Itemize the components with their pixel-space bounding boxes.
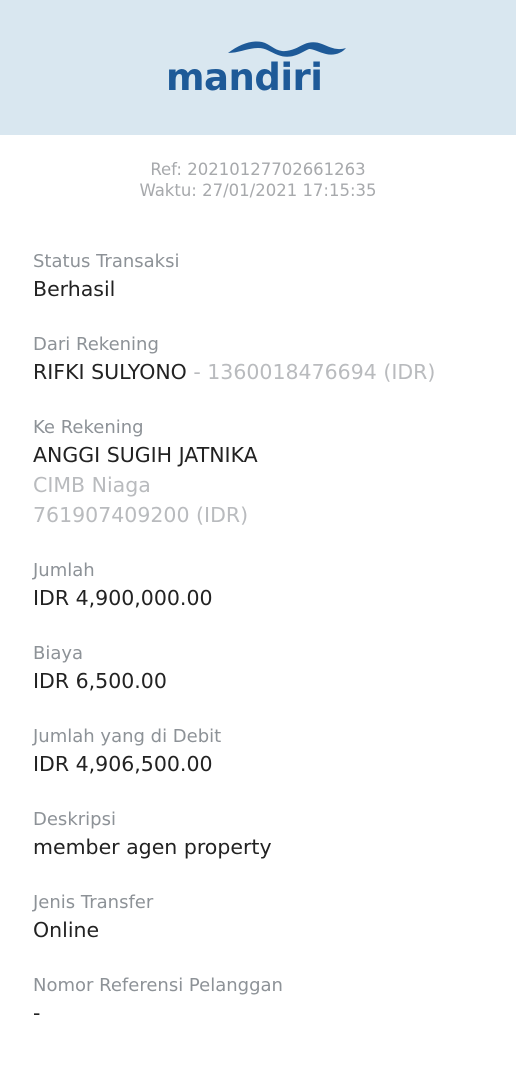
debited-label: Jumlah yang di Debit [33,726,222,747]
source-account-name: RIFKI SULYONO [33,360,187,384]
destination-account-name: ANGGI SUGIH JATNIKA [33,443,258,467]
field-debited-amount [33,725,493,779]
source-account-separator: - [186,360,208,384]
description-value: member agen property [33,835,272,859]
status-value: Berhasil [33,277,116,301]
field-destination-account [33,416,493,530]
brand-name: mandiri [166,56,323,99]
field-amount [33,559,493,613]
customer-reference-label: Nomor Referensi Pelanggan [33,975,283,996]
debited-value: IDR 4,906,500.00 [33,752,213,776]
field-customer-reference [33,974,493,1028]
amount-label: Jumlah [33,560,95,581]
fee-value: IDR 6,500.00 [33,669,167,693]
field-status [33,250,493,304]
customer-reference-value: - [33,1001,41,1025]
field-description [33,808,493,862]
transaction-meta [0,159,516,201]
header-banner [0,0,516,135]
transaction-time: Waktu: 27/01/2021 17:15:35 [139,181,377,200]
field-source-account [33,333,493,387]
field-fee [33,642,493,696]
destination-account-number: 761907409200 (IDR) [33,503,249,527]
transfer-type-value: Online [33,918,100,942]
destination-account-label: Ke Rekening [33,417,144,438]
field-transfer-type [33,891,493,945]
fee-label: Biaya [33,643,84,664]
destination-bank: CIMB Niaga [33,473,151,497]
status-label: Status Transaksi [33,251,180,272]
reference-number: Ref: 20210127702661263 [150,160,366,179]
source-account-value [33,357,493,387]
mandiri-logo [166,38,350,100]
source-account-label: Dari Rekening [33,334,159,355]
description-label: Deskripsi [33,809,116,830]
transfer-type-label: Jenis Transfer [33,892,154,913]
amount-value: IDR 4,900,000.00 [33,586,213,610]
source-account-number: 1360018476694 (IDR) [207,360,436,384]
